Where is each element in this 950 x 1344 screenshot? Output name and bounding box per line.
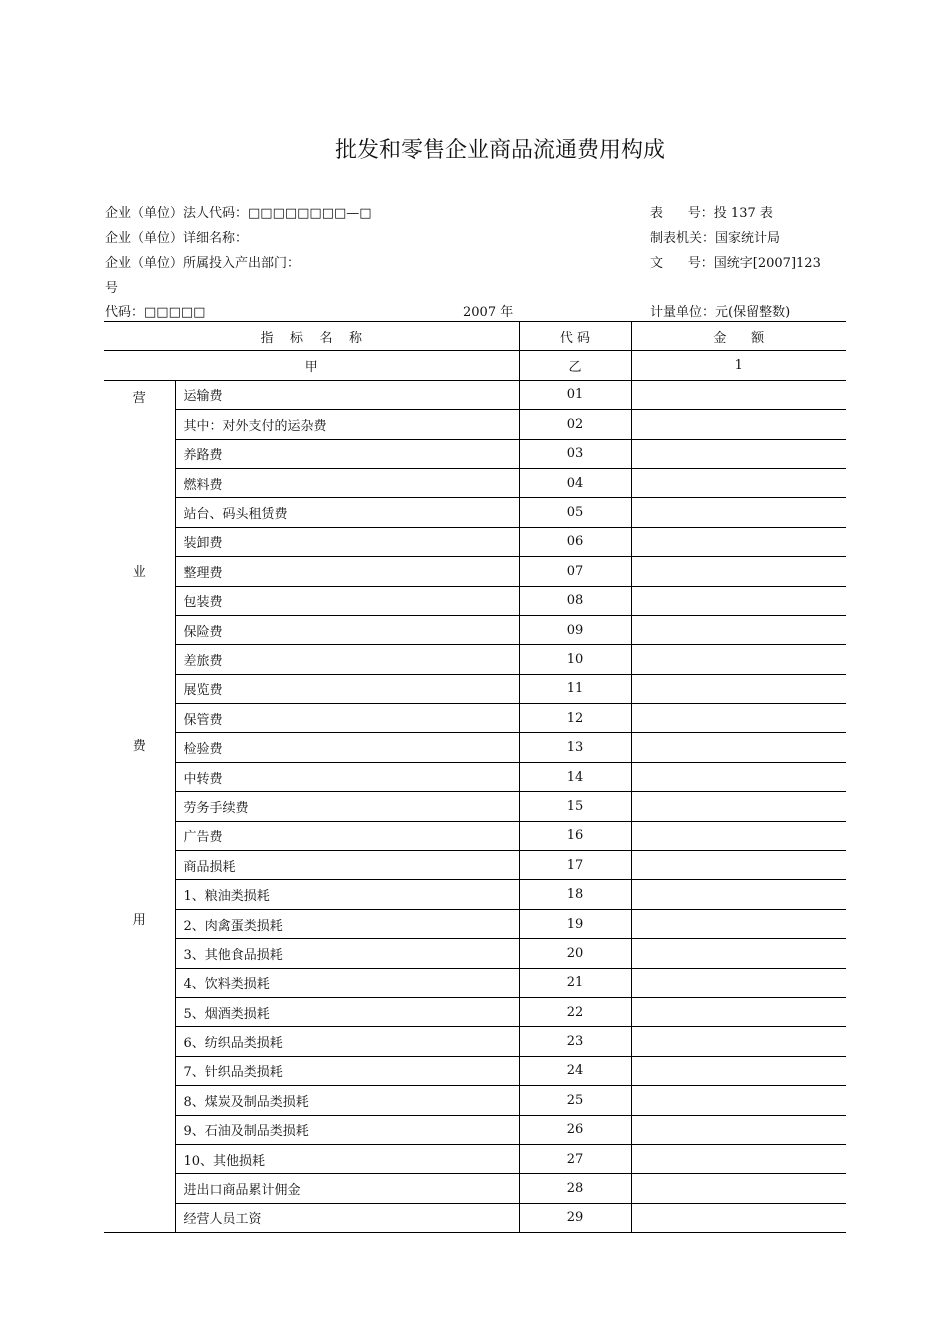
table-row — [104, 851, 846, 880]
row-name: 保管费 — [175, 704, 519, 733]
row-code: 15 — [519, 792, 631, 821]
row-name: 站台、码头租赁费 — [175, 498, 519, 527]
header-name: 指 标 名 称 — [104, 322, 519, 351]
table-row — [104, 1056, 846, 1085]
table-row — [104, 968, 846, 997]
row-code: 29 — [519, 1203, 631, 1232]
table-row — [104, 1086, 846, 1115]
table-row — [104, 939, 846, 968]
table-row — [104, 733, 846, 762]
row-amount-input[interactable] — [631, 410, 846, 439]
row-amount-input[interactable] — [631, 704, 846, 733]
row-name: 运输费 — [175, 380, 519, 409]
table-row — [104, 762, 846, 791]
row-amount-input[interactable] — [631, 792, 846, 821]
row-code: 22 — [519, 997, 631, 1026]
row-name: 展览费 — [175, 674, 519, 703]
row-amount-input[interactable] — [631, 997, 846, 1026]
dept-line: 企业（单位）所属投入产出部门： — [105, 256, 301, 271]
row-name: 7、针织品类损耗 — [175, 1056, 519, 1085]
row-name: 广告费 — [175, 821, 519, 850]
code-line: 代码：□□□□□ — [105, 305, 206, 320]
row-name: 商品损耗 — [175, 851, 519, 880]
header-row — [104, 322, 846, 351]
row-amount-input[interactable] — [631, 645, 846, 674]
row-amount-input[interactable] — [631, 557, 846, 586]
row-code: 02 — [519, 410, 631, 439]
table-row — [104, 468, 846, 497]
table-row — [104, 527, 846, 556]
row-name: 1、粮油类损耗 — [175, 880, 519, 909]
subheader-amount: 1 — [631, 351, 846, 380]
row-amount-input[interactable] — [631, 851, 846, 880]
row-code: 25 — [519, 1086, 631, 1115]
row-amount-input[interactable] — [631, 880, 846, 909]
row-amount-input[interactable] — [631, 1027, 846, 1056]
row-code: 08 — [519, 586, 631, 615]
side-category-chars — [104, 381, 175, 1222]
row-code: 14 — [519, 762, 631, 791]
header-code: 代 码 — [519, 322, 631, 351]
row-amount-input[interactable] — [631, 939, 846, 968]
detail-name-line: 企业（单位）详细名称： — [105, 231, 249, 246]
row-name: 8、煤炭及制品类损耗 — [175, 1086, 519, 1115]
table-row — [104, 997, 846, 1026]
table-row — [104, 645, 846, 674]
row-name: 其中：对外支付的运杂费 — [175, 410, 519, 439]
table-row — [104, 674, 846, 703]
row-name: 9、石油及制品类损耗 — [175, 1115, 519, 1144]
row-amount-input[interactable] — [631, 439, 846, 468]
row-code: 26 — [519, 1115, 631, 1144]
table-number: 表 号：投 137 表 — [650, 206, 773, 221]
row-name: 养路费 — [175, 439, 519, 468]
row-name: 3、其他食品损耗 — [175, 939, 519, 968]
row-code: 09 — [519, 615, 631, 644]
side-category-char: 费 — [132, 738, 146, 754]
row-code: 24 — [519, 1056, 631, 1085]
row-code: 12 — [519, 704, 631, 733]
table-row — [104, 1027, 846, 1056]
table-row — [104, 1144, 846, 1173]
row-code: 13 — [519, 733, 631, 762]
row-name: 燃料费 — [175, 468, 519, 497]
row-code: 03 — [519, 439, 631, 468]
subheader-row — [104, 351, 846, 380]
table-row — [104, 792, 846, 821]
table-row — [104, 439, 846, 468]
row-name: 2、肉禽蛋类损耗 — [175, 909, 519, 938]
table-row — [104, 1115, 846, 1144]
issuing-authority: 制表机关：国家统计局 — [650, 231, 781, 246]
measure-unit: 计量单位：元(保留整数) — [650, 305, 791, 320]
row-code: 27 — [519, 1144, 631, 1173]
row-code: 18 — [519, 880, 631, 909]
row-name: 检验费 — [175, 733, 519, 762]
row-name: 进出口商品累计佣金 — [175, 1174, 519, 1203]
row-name: 6、纺织品类损耗 — [175, 1027, 519, 1056]
table-row — [104, 615, 846, 644]
table-row — [104, 880, 846, 909]
row-name: 保险费 — [175, 615, 519, 644]
subheader-name: 甲 — [104, 351, 519, 380]
row-amount-input[interactable] — [631, 1115, 846, 1144]
row-code: 11 — [519, 674, 631, 703]
row-name: 劳务手续费 — [175, 792, 519, 821]
row-name: 10、其他损耗 — [175, 1144, 519, 1173]
row-name: 整理费 — [175, 557, 519, 586]
row-amount-input[interactable] — [631, 1086, 846, 1115]
table-row — [104, 704, 846, 733]
table-row — [104, 821, 846, 850]
row-code: 23 — [519, 1027, 631, 1056]
subheader-code: 乙 — [519, 351, 631, 380]
dept-line-wrap: 号 — [105, 281, 119, 296]
row-amount-input[interactable] — [631, 674, 846, 703]
table-row — [104, 909, 846, 938]
row-name: 包装费 — [175, 586, 519, 615]
row-name: 经营人员工资 — [175, 1203, 519, 1232]
row-amount-input[interactable] — [631, 1056, 846, 1085]
document-number: 文 号：国统字[2007]123 — [650, 256, 821, 271]
row-code: 20 — [519, 939, 631, 968]
row-code: 10 — [519, 645, 631, 674]
row-name: 差旅费 — [175, 645, 519, 674]
row-name: 中转费 — [175, 762, 519, 791]
row-amount-input[interactable] — [631, 968, 846, 997]
row-code: 05 — [519, 498, 631, 527]
legal-code-line: 企业（单位）法人代码：□□□□□□□□—□ — [105, 206, 372, 221]
table-row — [104, 1203, 846, 1232]
row-code: 19 — [519, 909, 631, 938]
table-row — [104, 557, 846, 586]
row-amount-input[interactable] — [631, 762, 846, 791]
row-code: 01 — [519, 380, 631, 409]
row-code: 06 — [519, 527, 631, 556]
row-amount-input[interactable] — [631, 527, 846, 556]
row-code: 17 — [519, 851, 631, 880]
row-amount-input[interactable] — [631, 1174, 846, 1203]
row-name: 4、饮料类损耗 — [175, 968, 519, 997]
year-label: 2007 年 — [463, 305, 514, 320]
table-row — [104, 1174, 846, 1203]
row-amount-input[interactable] — [631, 586, 846, 615]
row-amount-input[interactable] — [631, 468, 846, 497]
expense-table — [104, 321, 846, 1233]
side-category-label — [104, 380, 175, 1232]
row-amount-input[interactable] — [631, 498, 846, 527]
row-amount-input[interactable] — [631, 821, 846, 850]
side-category-char: 业 — [132, 564, 146, 580]
table-row — [104, 380, 846, 409]
table-row — [104, 586, 846, 615]
side-category-char: 用 — [132, 912, 146, 928]
row-code: 07 — [519, 557, 631, 586]
row-amount-input[interactable] — [631, 615, 846, 644]
row-code: 21 — [519, 968, 631, 997]
row-amount-input[interactable] — [631, 380, 846, 409]
row-code: 16 — [519, 821, 631, 850]
row-name: 装卸费 — [175, 527, 519, 556]
row-name: 5、烟酒类损耗 — [175, 997, 519, 1026]
header-amount: 金 额 — [631, 322, 846, 351]
table-row — [104, 498, 846, 527]
row-amount-input[interactable] — [631, 1144, 846, 1173]
row-code: 28 — [519, 1174, 631, 1203]
row-amount-input[interactable] — [631, 909, 846, 938]
table-row — [104, 410, 846, 439]
row-amount-input[interactable] — [631, 733, 846, 762]
side-category-char: 营 — [132, 390, 146, 406]
row-code: 04 — [519, 468, 631, 497]
page-title: 批发和零售企业商品流通费用构成 — [334, 138, 665, 163]
row-amount-input[interactable] — [631, 1203, 846, 1232]
